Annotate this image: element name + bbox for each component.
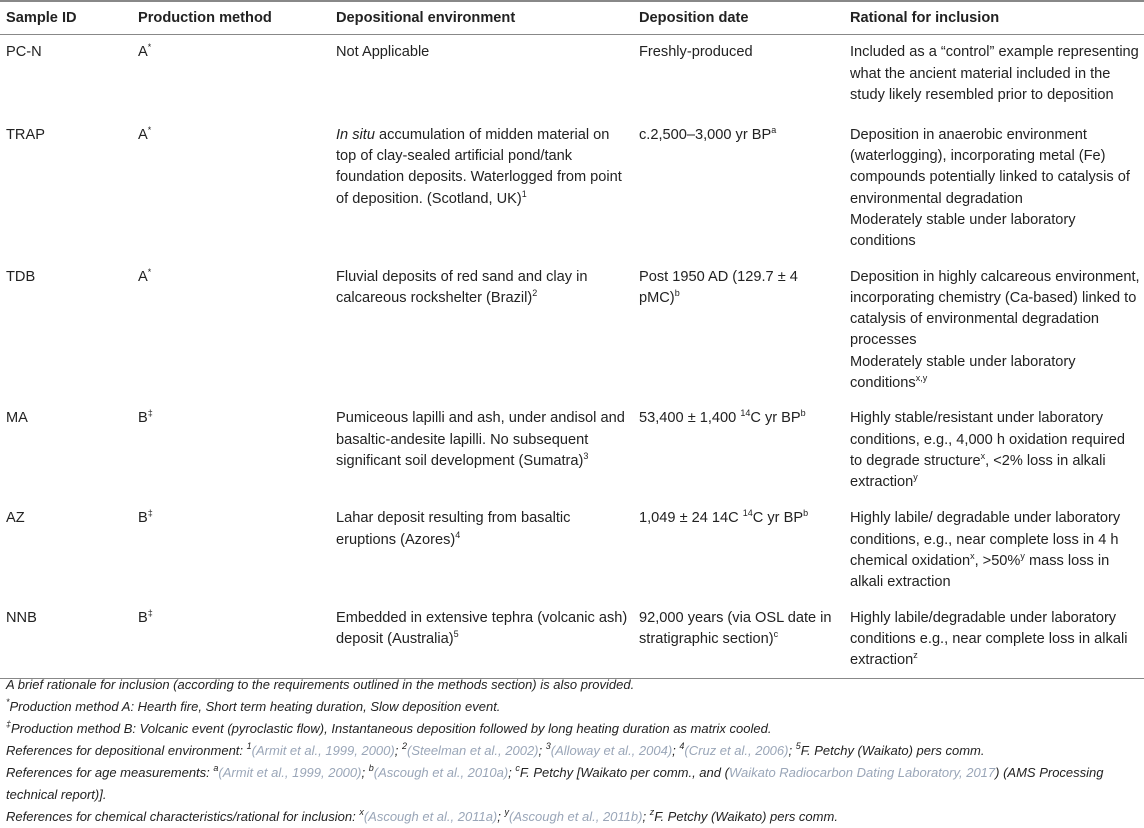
header-production-method: Production method — [132, 1, 330, 35]
deposition-date: 53,400 ± 1,400 $^{14}$C yr $BP^b$ — [639, 408, 806, 427]
rationale: Included as a “control” example representing what the ancient material included in the study likely resembled prior to deposition — [850, 44, 1139, 103]
footnote-brief: A brief rationale for inclusion (according to the requirements outlined in the methods section) is also provided. — [6, 677, 635, 692]
sample-id: TRAP — [6, 126, 45, 143]
ref-link[interactable]: (Alloway et al., 2004) — [550, 743, 673, 758]
production-method: B‡ — [138, 408, 153, 427]
ref-link[interactable]: (Ascough et al., 2010a) — [373, 765, 509, 780]
footnote-age-refs: References for age measurements: $^a$(Armit et al., 1999, 2000); $^b$(Ascough et al., 2010a); $^c$F. Petchy [Waikato per comm., and (Waikato Radiocarbon Dating Laboratory, 2017) (AMS Processing technical report)]. — [6, 763, 1104, 802]
ref-link[interactable]: (Cruz et al., 2006) — [684, 743, 789, 758]
depositional-environment: Fluvial deposits of red sand and clay in calcareous rockshelter (Brazil)$^2$ — [336, 268, 588, 306]
footnote-env-refs: References for depositional environment: $^1$(Armit et al., 1999, 2000); $^2$(Steelman et al., 2002); $^3$(Alloway et al., 2004); $^4$(Cruz et al., 2006); $^5$F. Petchy (Waikato) pers comm. — [6, 741, 985, 758]
depositional-environment: Pumiceous lapilli and ash, under andisol and basaltic-andesite lapilli. No subsequent significant soil development (Sumatra)$^3$ — [336, 410, 625, 469]
header-depositional-environment: Depositional environment — [330, 1, 633, 35]
header-sample-id: Sample ID — [0, 1, 132, 35]
footnote-chem-refs: References for chemical characteristics/rational for inclusion: $^x$(Ascough et al., 2011a); $^y$(Ascough et al., 2011b); $^z$F. Petchy (Waikato) pers comm. — [6, 807, 838, 824]
footnote-method-b: ‡Production method B: Volcanic event (pyroclastic flow), Instantaneous deposition followed by long heating duration as matrix cooled. — [6, 719, 772, 736]
depositional-environment: In situ accumulation of midden material on top of clay-sealed artificial pond/tank foundation deposits. Waterlogged from point of deposition. (Scotland, UK)$^1$ — [336, 126, 622, 207]
sample-id: PC-N — [6, 44, 42, 61]
table-row — [0, 401, 1144, 501]
deposition-date: c.2,500–3,000 yr $BP^a$ — [639, 124, 777, 143]
header-deposition-date: Deposition date — [633, 1, 844, 35]
ref-link[interactable]: (Armit et al., 1999, 2000) — [218, 765, 362, 780]
sample-id: NNB — [0, 601, 132, 679]
rationale: Highly stable/resistant under laboratory conditions, e.g., 4,000 h oxidation required to degrade structure$^x$, <2% loss in alkali extraction$^y$ — [850, 410, 1126, 491]
table-row — [0, 501, 1144, 600]
ref-link[interactable]: (Armit et al., 1999, 2000) — [251, 743, 395, 758]
rationale: Highly labile/degradable under laboratory conditions e.g., near complete loss in alkali extraction$^z$ — [844, 601, 1144, 679]
depositional-environment: Lahar deposit resulting from basaltic eruptions (Azores)$^4$ — [336, 510, 571, 548]
production-method: A* — [138, 266, 152, 285]
table-row — [0, 35, 1144, 118]
production-method: B‡ — [132, 601, 330, 679]
production-method: A* — [138, 42, 152, 61]
sample-id: TDB — [6, 268, 36, 285]
depositional-environment: Not Applicable — [336, 44, 430, 61]
table-footnotes — [6, 674, 1136, 828]
table-header-row — [0, 1, 1144, 35]
deposition-date: 1,049 ± 24 14C $^{14}$C yr $BP^b$ — [639, 508, 809, 527]
table-row — [0, 260, 1144, 402]
ref-link[interactable]: (Steelman et al., 2002) — [406, 743, 539, 758]
sample-id: MA — [6, 410, 28, 427]
rationale: Deposition in highly calcareous environment, incorporating chemistry (Ca-based) linked to catalysis of environmental degradation processes Moderately stable under laboratory conditions$^{x,y}$ — [850, 268, 1140, 392]
deposition-date: 92,000 years (via OSL date in stratigraphic section)$^c$ — [633, 601, 844, 679]
table-row — [0, 118, 1144, 260]
production-method: B‡ — [138, 508, 153, 527]
sample-id: AZ — [6, 510, 25, 527]
ref-link[interactable]: Waikato Radiocarbon Dating Laboratory, 2017 — [728, 765, 996, 780]
depositional-environment: Embedded in extensive tephra (volcanic ash) deposit (Australia)$^5$ — [330, 601, 633, 679]
deposition-date: Freshly-produced — [639, 44, 753, 61]
production-method: A* — [138, 124, 152, 143]
rationale: Highly labile/ degradable under laboratory conditions, e.g., near complete loss in 4 h chemical oxidation$^x$, >50%$^y$ mass loss in alkali extraction — [850, 510, 1121, 591]
header-rationale: Rational for inclusion — [844, 1, 1144, 35]
ref-link[interactable]: (Ascough et al., 2011b) — [509, 809, 643, 824]
deposition-date: Post 1950 AD (129.7 ± 4 pMC)$^b$ — [639, 268, 798, 306]
footnote-method-a: *Production method A: Hearth fire, Short term heating duration, Slow deposition event. — [6, 697, 501, 714]
table-row — [0, 601, 1144, 679]
rationale: Deposition in anaerobic environment (waterlogging), incorporating metal (Fe) compounds potentially linked to catalysis of environmental degradation Moderately stable under laboratory conditions — [850, 126, 1130, 250]
ref-link[interactable]: (Ascough et al., 2011a) — [363, 809, 498, 824]
